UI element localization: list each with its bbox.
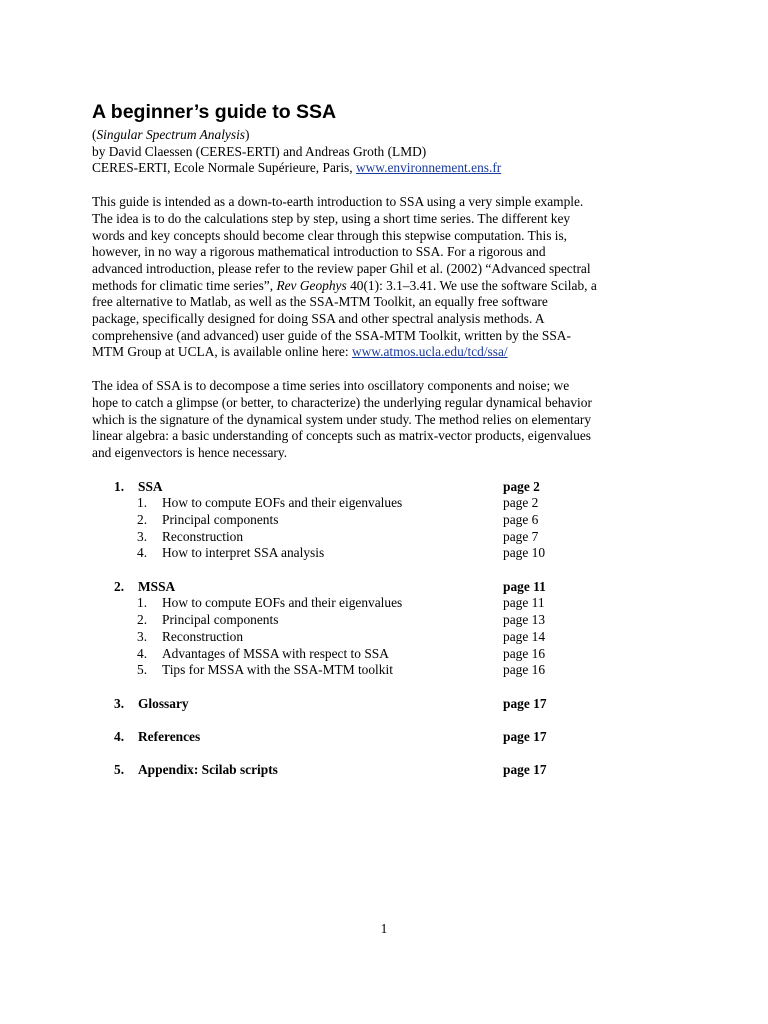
toc-sub-title: Principal components	[162, 612, 279, 628]
toc-section[interactable]	[92, 696, 684, 713]
paragraph-line: linear algebra: a basic understanding of concepts such as matrix-vector products, eigenvalues	[92, 428, 591, 444]
toc-section-page: page 17	[503, 762, 547, 778]
toc-section-number: 4.	[114, 728, 125, 744]
page-number: 1	[380, 921, 388, 936]
toc-section-page: page 17	[503, 695, 547, 711]
toc-section-number: 2.	[114, 578, 125, 594]
toc-subsection[interactable]	[92, 612, 684, 629]
toc-section-number: 1.	[114, 478, 125, 494]
paragraph-line: and eigenvectors is hence necessary.	[92, 444, 288, 460]
toc-sub-page: page 16	[503, 662, 546, 678]
toc-subsection[interactable]	[92, 662, 684, 679]
toc-section[interactable]	[92, 762, 684, 779]
document-subtitle	[92, 127, 684, 144]
toc-sub-title: Reconstruction	[162, 628, 244, 644]
toc-sub-number: 5.	[137, 662, 148, 678]
toc-section-page: page 2	[503, 478, 540, 494]
toc-section[interactable]	[92, 579, 684, 596]
toc-spacer	[92, 712, 684, 729]
ucla-link[interactable]: www.atmos.ucla.edu/tcd/ssa/	[351, 344, 508, 360]
toc-sub-title: Reconstruction	[162, 528, 244, 544]
toc-sub-number: 1.	[137, 595, 148, 611]
toc-sub-page: page 16	[503, 645, 546, 661]
toc-sub-page: page 6	[503, 512, 539, 528]
toc-subsection[interactable]	[92, 595, 684, 612]
toc-sub-number: 2.	[137, 512, 148, 528]
intro-line: advanced introduction, please refer to the review paper Ghil et al. (2002) “Advanced spectral	[92, 260, 591, 276]
intro-paragraph	[92, 194, 684, 361]
journal-name: Rev Geophys	[276, 277, 347, 293]
subtitle-italic: Singular Spectrum Analysis	[96, 127, 246, 142]
subtitle-paren-close: )	[245, 127, 250, 142]
table-of-contents	[92, 479, 684, 779]
toc-spacer	[92, 746, 684, 763]
toc-subsection[interactable]	[92, 512, 684, 529]
subtitle-paren-open: (	[92, 127, 97, 142]
toc-sub-page: page 14	[503, 628, 546, 644]
toc-sub-title: How to compute EOFs and their eigenvalues	[162, 595, 403, 611]
affiliation-text: CERES-ERTI, Ecole Normale Supérieure, Paris,	[92, 160, 356, 176]
toc-section-page: page 17	[503, 728, 547, 744]
intro-line	[92, 278, 684, 295]
toc-sub-number: 1.	[137, 495, 148, 511]
toc-sub-number: 2.	[137, 612, 148, 628]
intro-line: words and key concepts should become clear through this stepwise computation. This is,	[92, 227, 568, 243]
paragraph-line: hope to catch a glimpse (or better, to characterize) the underlying regular dynamical behavior	[92, 394, 592, 410]
toc-sub-title: Advantages of MSSA with respect to SSA	[162, 645, 389, 661]
toc-subsection[interactable]	[92, 629, 684, 646]
intro-line	[92, 344, 684, 361]
toc-section-title: Glossary	[138, 695, 189, 711]
intro-text: methods for climatic time series”,	[92, 277, 277, 293]
intro-line: This guide is intended as a down-to-earth introduction to SSA using a very simple example.	[92, 194, 584, 210]
toc-section-number: 5.	[114, 762, 125, 778]
toc-section[interactable]	[92, 479, 684, 496]
toc-section-title: SSA	[138, 478, 163, 494]
toc-sub-page: page 11	[503, 595, 545, 611]
toc-sub-title: How to compute EOFs and their eigenvalues	[162, 495, 403, 511]
intro-line: comprehensive (and advanced) user guide of the SSA-MTM Toolkit, written by the SSA-	[92, 327, 571, 343]
toc-subsection[interactable]	[92, 529, 684, 546]
toc-section-number: 3.	[114, 695, 125, 711]
toc-sub-title: Principal components	[162, 512, 279, 528]
toc-sub-number: 4.	[137, 645, 148, 661]
toc-sub-page: page 7	[503, 528, 539, 544]
toc-section-title: MSSA	[138, 578, 176, 594]
toc-sub-number: 4.	[137, 545, 148, 561]
authors-line: by David Claessen (CERES-ERTI) and Andreas Groth (LMD)	[92, 143, 427, 159]
intro-text: MTM Group at UCLA, is available online here:	[92, 344, 352, 360]
intro-line: The idea is to do the calculations step by step, using a short time series. The different key	[92, 210, 571, 226]
toc-sub-number: 3.	[137, 628, 148, 644]
paragraph-line: The idea of SSA is to decompose a time series into oscillatory components and noise; we	[92, 378, 570, 394]
toc-subsection[interactable]	[92, 646, 684, 663]
toc-section-page: page 11	[503, 578, 546, 594]
toc-section-title: Appendix: Scilab scripts	[138, 762, 278, 778]
paragraph-line: which is the signature of the dynamical system under study. The method relies on elementary	[92, 411, 592, 427]
second-paragraph	[92, 378, 684, 462]
toc-sub-title: Tips for MSSA with the SSA-MTM toolkit	[162, 662, 393, 678]
document-page	[92, 101, 684, 779]
toc-spacer	[92, 679, 684, 696]
affiliation-link[interactable]: www.environnement.ens.fr	[355, 160, 502, 176]
intro-line: package, specifically designed for doing SSA and other spectral analysis methods. A	[92, 311, 545, 327]
toc-spacer	[92, 562, 684, 579]
toc-subsection[interactable]	[92, 545, 684, 562]
toc-sub-title: How to interpret SSA analysis	[162, 545, 325, 561]
toc-sub-page: page 10	[503, 545, 546, 561]
toc-sub-number: 3.	[137, 528, 148, 544]
document-title: A beginner’s guide to SSA	[92, 101, 337, 123]
toc-sub-page: page 13	[503, 612, 546, 628]
toc-section-title: References	[138, 728, 201, 744]
intro-text: 40(1): 3.1–3.41. We use the software Scilab, a	[346, 277, 597, 293]
affiliation-line	[92, 160, 684, 177]
toc-section[interactable]	[92, 729, 684, 746]
toc-subsection[interactable]	[92, 495, 684, 512]
intro-line: free alternative to Matlab, as well as the SSA-MTM Toolkit, an equally free software	[92, 294, 548, 310]
intro-line: however, in no way a rigorous mathematical introduction to SSA. For a rigorous and	[92, 244, 546, 260]
toc-sub-page: page 2	[503, 495, 539, 511]
